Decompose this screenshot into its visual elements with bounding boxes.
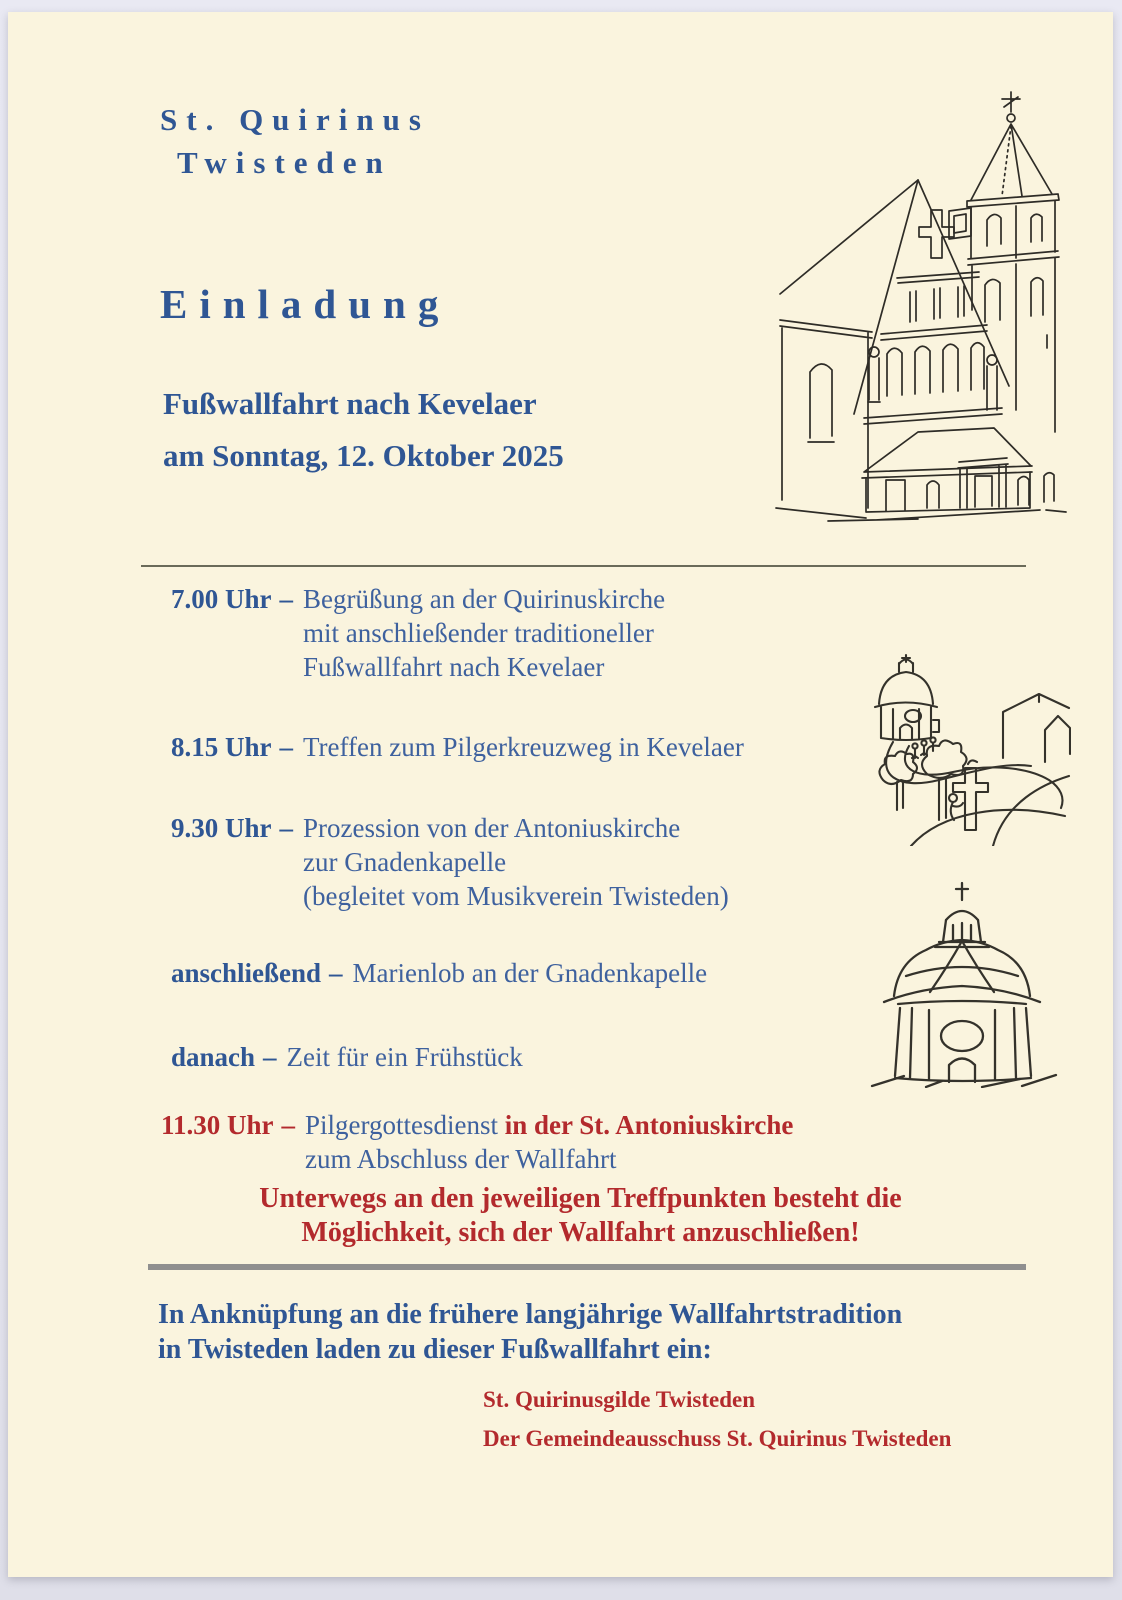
notice-line2: Möglichkeit, sich der Wallfahrt anzuschließen! [301,1217,860,1248]
event-subtitle [163,378,564,482]
church-illustration [768,80,1070,522]
invitation-title: Einladung [160,281,451,327]
schedule-text: Pilgergottesdienst in der St. Antoniuskirche zum Abschluss der Wallfahrt [305,1110,794,1174]
signer-gemeindeausschuss: Der Gemeindeausschuss St. Quirinus Twisteden [483,1426,952,1451]
dome-chapel-sketch-icon [870,880,1058,1088]
closing-line1: In Anknüpfung an die frühere langjährige Wallfahrtstradition [158,1299,903,1330]
highlight-antoniuskirche: in der St. Antoniuskirche [504,1110,794,1140]
schedule-item-danach [171,1040,951,1074]
event-subtitle-line1: Fußwallfahrt nach Kevelaer [163,386,537,421]
schedule-text: Begrüßung an der Quirinuskirche mit anschließender traditioneller Fußwallfahrt nach Kevelaer [303,584,666,682]
time-label: 9.30 Uhr – [171,813,293,843]
closing-line2: in Twisteden laden zu dieser Fußwallfahrt ein: [158,1334,712,1365]
event-subtitle-line2: am Sonntag, 12. Oktober 2025 [163,438,564,473]
schedule-item-0700 [171,582,951,684]
parish-name [160,98,430,184]
notice-line1: Unterwegs an den jeweiligen Treffpunkten besteht die [259,1183,902,1214]
schedule-item-1130 [161,1108,951,1176]
notice-text [158,1182,1003,1250]
time-label: 11.30 Uhr – [161,1110,296,1140]
signer-quirinusgilde: St. Quirinusgilde Twisteden [483,1387,756,1412]
schedule-list [161,582,951,1176]
church-line-drawing-icon [768,80,1070,522]
schedule-item-0815 [171,730,951,764]
schedule-text: Zeit für ein Frühstück [286,1042,523,1072]
flyer-page [8,12,1113,1577]
parish-name-line2: Twisteden [177,145,392,180]
parish-name-line1: St. Quirinus [160,102,430,137]
schedule-text: Prozession von der Antoniuskirche zur Gnadenkapelle (begleitet vom Musikverein Twisteden) [303,813,729,911]
schedule-item-anschliessend [171,956,951,990]
time-label: 8.15 Uhr – [171,732,293,762]
chapel-illustration [870,880,1058,1088]
divider-top [141,565,1026,567]
schedule-text: Treffen zum Pilgerkreuzweg in Kevelaer [303,732,744,762]
schedule-text: Marienlob an der Gnadenkapelle [352,958,708,988]
signers [483,1387,951,1452]
time-label: 7.00 Uhr – [171,584,293,614]
time-label: danach – [171,1042,277,1072]
closing-text [158,1297,1058,1367]
pilgrim-path-illustration [853,650,1071,846]
divider-bottom [148,1264,1026,1270]
schedule-item-0930 [171,811,951,913]
pilgrim-path-sketch-icon [853,650,1071,846]
time-label: anschließend – [171,958,343,988]
